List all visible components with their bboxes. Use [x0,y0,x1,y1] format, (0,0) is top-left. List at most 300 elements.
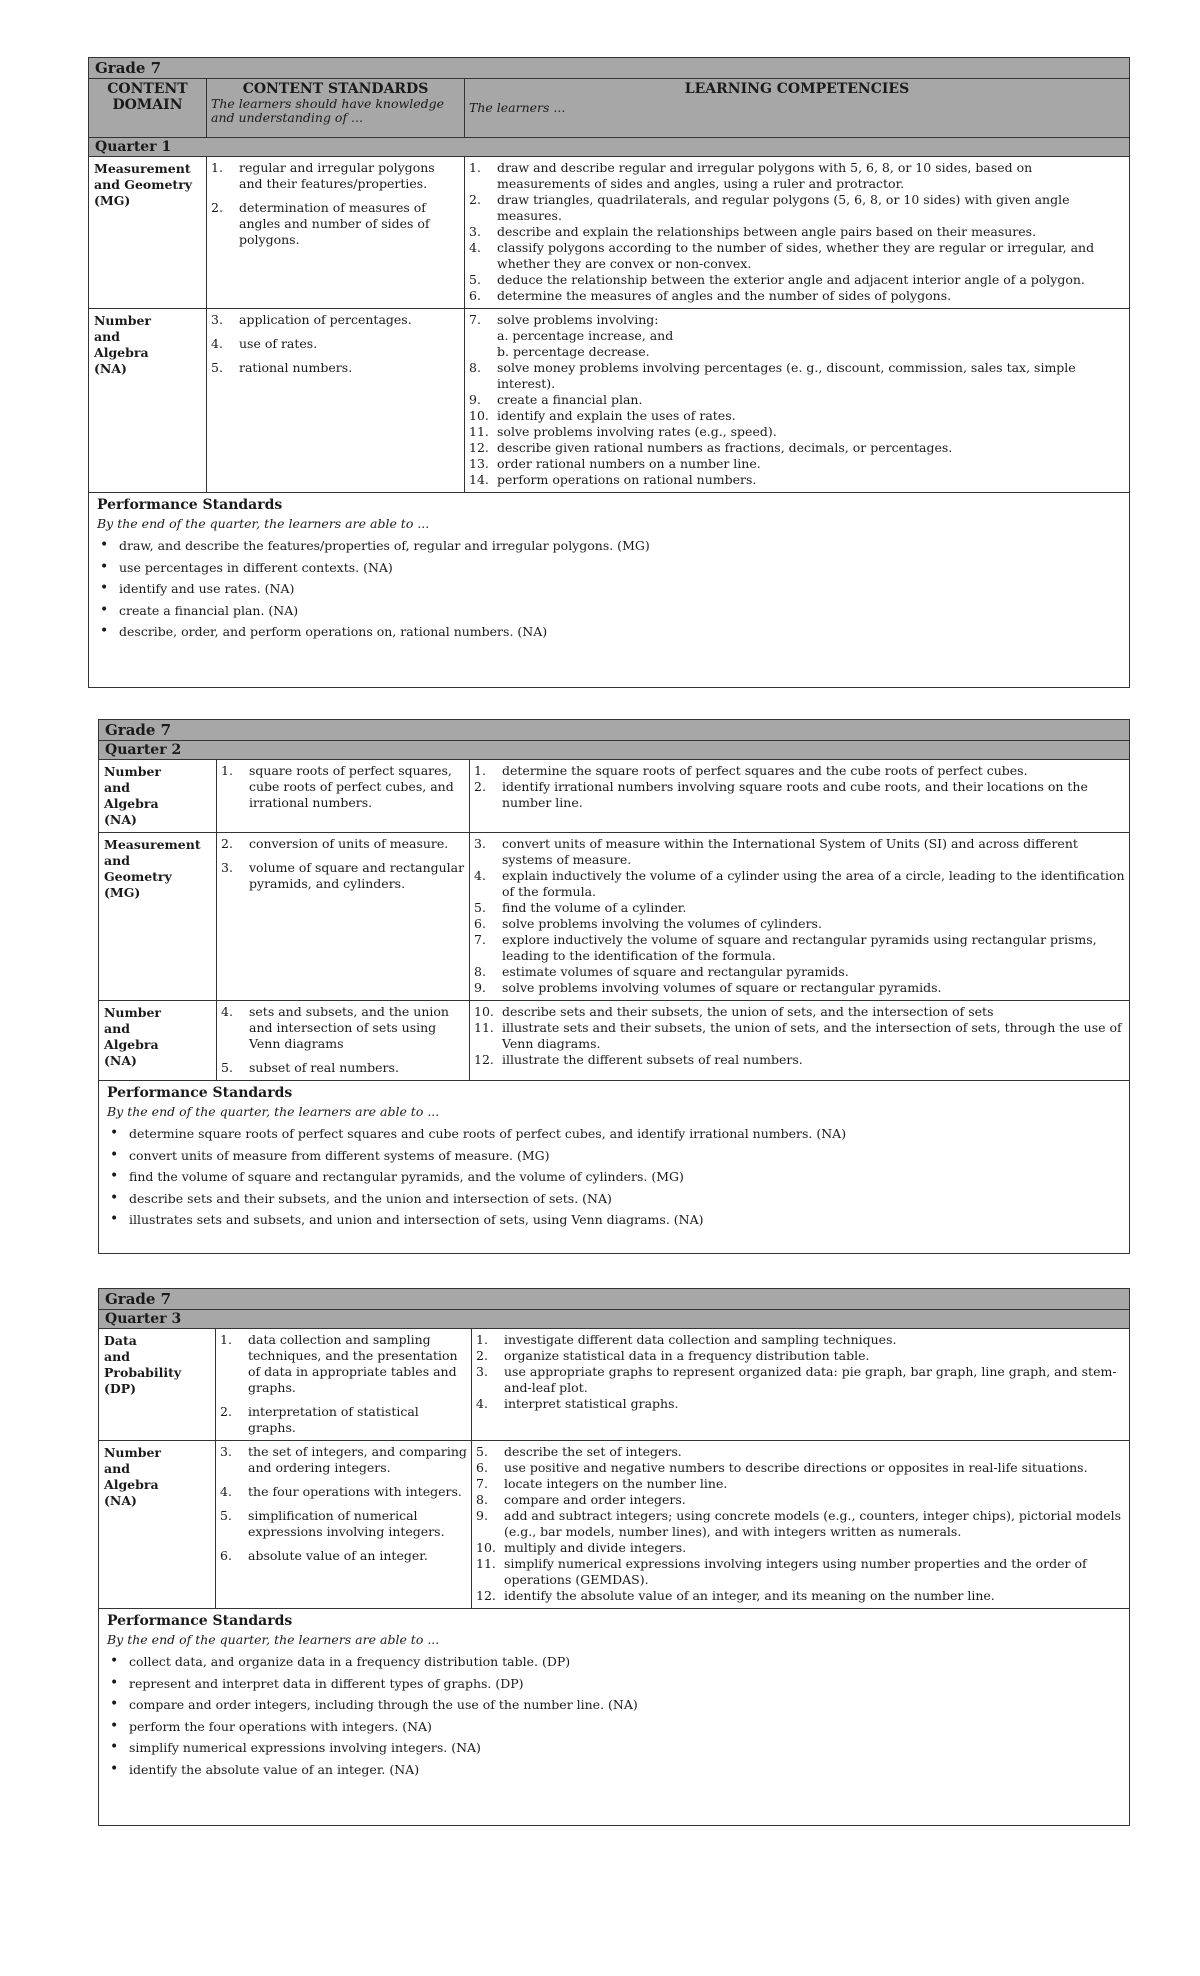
competency-item [476,1332,1125,1348]
content-domain-cell [99,1001,217,1080]
performance-item: • find the volume of square and rectangular pyramids, and the volume of cylinders. (MG) [107,1166,1121,1188]
item-text: data collection and sampling techniques, and the presentation of data in appropriate tables and graphs. [248,1332,458,1395]
item-number: 7. [469,312,481,327]
performance-list [97,535,1121,643]
item-number: 2. [221,836,233,851]
competency-text: illustrate sets and their subsets, the union of sets, and the intersection of sets, through the use of Venn diagrams. [502,1020,1122,1051]
standard-item [221,836,465,852]
item-number: 3. [474,836,486,851]
competency-item [474,1004,1125,1020]
item-text: use of rates. [239,336,318,351]
item-number: 10. [469,408,489,423]
competency-text: describe sets and their subsets, the union of sets, and the intersection of sets [502,1004,994,1019]
item-text [502,900,1125,916]
standard-item [211,312,460,328]
domain-line: and [104,853,130,868]
learning-competencies-cell [470,760,1129,832]
competency-item [476,1444,1125,1460]
item-number: 14. [469,472,489,487]
competency-item [474,900,1125,916]
item-number: 5. [221,1060,233,1075]
competency-text: convert units of measure within the International System of Units (SI) and across different systems of measure. [502,836,1078,867]
competency-text: solve problems involving rates (e.g., speed). [497,424,777,439]
item-number: 5. [211,360,223,375]
item-text [497,192,1125,224]
content-standards-header: CONTENT STANDARDS The learners should have knowledge and understanding of ... [207,79,465,137]
item-text: determination of measures of angles and number of sides of polygons. [239,200,430,247]
competency-text: perform operations on rational numbers. [497,472,757,487]
item-text: sets and subsets, and the union and intersection of sets using Venn diagrams [249,1004,449,1051]
item-number: 4. [221,1004,233,1019]
competency-item [469,312,1125,360]
domain-line: and [104,1021,130,1036]
competency-text: solve money problems involving percentages (e. g., discount, commission, sales tax, simple interest). [497,360,1076,391]
item-number: 1. [476,1332,488,1347]
table-row [99,1329,1129,1441]
quarter-label: Quarter 1 [89,138,1129,157]
item-number: 11. [469,424,489,439]
standard-item [221,860,465,892]
item-number: 6. [474,916,486,931]
item-text [497,408,1125,424]
item-text [504,1556,1125,1588]
competency-text: use appropriate graphs to represent organized data: pie graph, bar graph, line graph, and stem-and-leaf plot. [504,1364,1117,1395]
item-number: 3. [220,1444,232,1459]
competency-item [476,1396,1125,1412]
competency-item [476,1556,1125,1588]
domain-line: and [104,780,130,795]
domain-line: (NA) [104,1053,137,1068]
item-number: 3. [476,1364,488,1379]
domain-line: Number [94,313,152,328]
competency-item [474,980,1125,996]
performance-item: • draw, and describe the features/properties of, regular and irregular polygons. (MG) [97,535,1121,557]
item-number: 3. [211,312,223,327]
performance-standards [99,1609,1129,1784]
item-number: 1. [221,763,233,778]
table-row [89,309,1129,493]
item-text [502,763,1125,779]
item-text [504,1364,1125,1396]
competency-item [476,1348,1125,1364]
competency-text: multiply and divide integers. [504,1540,687,1555]
item-text [497,456,1125,472]
item-text [497,424,1125,440]
item-number: 13. [469,456,489,471]
standard-item [220,1508,467,1540]
item-text: simplification of numerical expressions involving integers. [248,1508,445,1539]
performance-item: • simplify numerical expressions involving integers. (NA) [107,1737,1121,1759]
performance-list [107,1651,1121,1780]
competency-item [476,1508,1125,1540]
learning-competencies-cell [465,157,1129,308]
competency-item [469,240,1125,272]
item-number: 11. [476,1556,496,1571]
performance-item: • use percentages in different contexts. (NA) [97,557,1121,579]
competency-text: organize statistical data in a frequency distribution table. [504,1348,870,1363]
competency-item [469,272,1125,288]
standard-item [220,1404,467,1436]
competency-item [469,456,1125,472]
competency-item [469,192,1125,224]
competency-item [469,160,1125,192]
content-standards-cell [217,833,470,1000]
competency-item [476,1460,1125,1476]
performance-item: • determine square roots of perfect squares and cube roots of perfect cubes, and identify irrational numbers. (NA) [107,1123,1121,1145]
competency-text: investigate different data collection and sampling techniques. [504,1332,897,1347]
competency-text: illustrate the different subsets of real numbers. [502,1052,803,1067]
competency-text: identify irrational numbers involving square roots and cube roots, and their locations on the number line. [502,779,1088,810]
content-standards-cell [216,1441,472,1608]
item-number: 4. [469,240,481,255]
performance-title: Performance Standards [107,1085,293,1101]
domain-line: Algebra [104,1037,159,1052]
item-text [497,312,1125,360]
item-text [497,440,1125,456]
item-text [504,1396,1125,1412]
item-text [504,1348,1125,1364]
item-text [497,360,1125,392]
competency-text: draw triangles, quadrilaterals, and regular polygons (5, 6, 8, or 10 sides) with given angle measures. [497,192,1070,223]
learning-competencies-header: LEARNING COMPETENCIES The learners ... [469,81,910,115]
content-domain-cell [99,833,217,1000]
competency-item [476,1540,1125,1556]
item-number: 9. [474,980,486,995]
grade-label: Grade 7 [99,1289,1129,1310]
competency-text: interpret statistical graphs. [504,1396,679,1411]
content-domain-cell [99,1441,216,1608]
item-number: 7. [476,1476,488,1491]
learning-competencies-cell [470,1001,1129,1080]
content-domain-cell [99,760,217,832]
performance-item: • collect data, and organize data in a frequency distribution table. (DP) [107,1651,1121,1673]
competency-text: determine the measures of angles and the number of sides of polygons. [497,288,952,303]
item-number: 2. [476,1348,488,1363]
competency-text: find the volume of a cylinder. [502,900,687,915]
competency-text: add and subtract integers; using concrete models (e.g., counters, integer chips), pictorial models (e.g., bar models, number lines), and with integers written as numerals. [504,1508,1122,1539]
competency-text: deduce the relationship between the exterior angle and adjacent interior angle of a polygon. [497,272,1085,287]
standard-item [221,763,465,811]
standard-item [220,1548,467,1564]
item-text: rational numbers. [239,360,353,375]
content-domain-header: CONTENT DOMAIN [89,79,207,137]
item-text [497,288,1125,304]
item-text: interpretation of statistical graphs. [248,1404,419,1435]
item-number: 8. [474,964,486,979]
domain-line: Algebra [104,796,159,811]
grade-label: Grade 7 [89,58,1129,79]
standard-item [221,1060,465,1076]
item-number: 9. [476,1508,488,1523]
table-row [99,1441,1129,1609]
item-text [502,1004,1125,1020]
competency-text: locate integers on the number line. [504,1476,728,1491]
domain-line: Measurement [104,837,201,852]
item-number: 7. [474,932,486,947]
item-text: regular and irregular polygons and their features/properties. [239,160,435,191]
performance-item: • convert units of measure from different systems of measure. (MG) [107,1145,1121,1167]
competency-item [476,1492,1125,1508]
learning-competencies-cell [472,1329,1129,1440]
domain-line: Number [104,764,162,779]
competency-text: simplify numerical expressions involving integers using number properties and the order of operations (GEMDAS). [504,1556,1087,1587]
performance-item: • represent and interpret data in different types of graphs. (DP) [107,1673,1121,1695]
item-text: square roots of perfect squares, cube roots of perfect cubes, and irrational numbers. [249,763,454,810]
item-text [504,1460,1125,1476]
standard-item [211,360,460,376]
competency-item [474,1052,1125,1068]
competency-text: solve problems involving the volumes of cylinders. [502,916,822,931]
item-number: 8. [469,360,481,375]
content-domain-cell [89,309,207,492]
item-number: 3. [221,860,233,875]
domain-line: (NA) [104,1493,137,1508]
item-text [502,980,1125,996]
competency-text: identify and explain the uses of rates. [497,408,736,423]
item-text: volume of square and rectangular pyramids, and cylinders. [249,860,465,891]
domain-line: (NA) [104,812,137,827]
domain-line: Data [104,1333,137,1348]
item-number: 9. [469,392,481,407]
table-body [89,157,1129,493]
performance-item: • describe sets and their subsets, and the union and intersection of sets. (NA) [107,1188,1121,1210]
competency-item [474,932,1125,964]
performance-item: • illustrates sets and subsets, and union and intersection of sets, using Venn diagrams. (NA) [107,1209,1121,1231]
table-row [99,833,1129,1001]
item-number: 2. [220,1404,232,1419]
competency-item [476,1476,1125,1492]
performance-standards [99,1081,1129,1235]
competency-text: classify polygons according to the number of sides, whether they are regular or irregular, and whether they are convex or non-convex. [497,240,1095,271]
item-text [504,1588,1125,1604]
standard-item [211,336,460,352]
domain-line: and [94,329,120,344]
item-number: 6. [469,288,481,303]
item-number: 5. [469,272,481,287]
item-number: 5. [220,1508,232,1523]
table-row [99,760,1129,833]
item-number: 12. [476,1588,496,1603]
content-standards-cell [217,1001,470,1080]
domain-line: Algebra [94,345,149,360]
competency-item [474,836,1125,868]
performance-item: • compare and order integers, including through the use of the number line. (NA) [107,1694,1121,1716]
item-text [497,272,1125,288]
standard-item [221,1004,465,1052]
competency-item [469,288,1125,304]
domain-line: Number [104,1445,162,1460]
column-header [89,79,1129,138]
performance-title: Performance Standards [107,1613,293,1629]
content-standards-cell [217,760,470,832]
performance-intro: By the end of the quarter, the learners are able to ... [97,516,430,531]
competency-item [469,472,1125,488]
competency-item [476,1364,1125,1396]
content-standards-cell [216,1329,472,1440]
content-domain-cell [89,157,207,308]
domain-line: Algebra [104,1477,159,1492]
item-number: 6. [476,1460,488,1475]
performance-item: • identify the absolute value of an integer. (NA) [107,1759,1121,1781]
domain-line: and Geometry [94,177,193,192]
table-row [99,1001,1129,1081]
competency-item [474,868,1125,900]
item-number: 4. [476,1396,488,1411]
item-number: 2. [469,192,481,207]
quarter-1-table [88,57,1130,688]
domain-line: Probability [104,1365,182,1380]
table-body [99,1329,1129,1609]
item-text [502,1020,1125,1052]
competency-item [469,408,1125,424]
competency-text: identify the absolute value of an integer, and its meaning on the number line. [504,1588,995,1603]
learning-competencies-cell [465,309,1129,492]
performance-item: • perform the four operations with integers. (NA) [107,1716,1121,1738]
competency-text: order rational numbers on a number line. [497,456,761,471]
competency-text: solve problems involving: [497,312,659,327]
item-text [502,1052,1125,1068]
domain-line: Geometry [104,869,172,884]
item-text: the four operations with integers. [248,1484,462,1499]
performance-item: • describe, order, and perform operations on, rational numbers. (NA) [97,621,1121,643]
competency-text: estimate volumes of square and rectangular pyramids. [502,964,849,979]
standard-item [220,1332,467,1396]
performance-title: Performance Standards [97,497,283,513]
item-number: 10. [476,1540,496,1555]
quarter-label: Quarter 3 [99,1310,1129,1329]
performance-item: • create a financial plan. (NA) [97,600,1121,622]
item-number: 3. [469,224,481,239]
competency-item [469,224,1125,240]
item-text [497,392,1125,408]
item-number: 8. [476,1492,488,1507]
item-text [504,1492,1125,1508]
item-text [497,240,1125,272]
domain-line: and [104,1349,130,1364]
domain-line: (MG) [94,193,131,208]
item-number: 1. [211,160,223,175]
performance-intro: By the end of the quarter, the learners are able to ... [107,1104,440,1119]
item-text [502,868,1125,900]
item-text: conversion of units of measure. [249,836,449,851]
item-number: 4. [211,336,223,351]
domain-line: (DP) [104,1381,137,1396]
competency-item [474,763,1125,779]
competency-text: draw and describe regular and irregular polygons with 5, 6, 8, or 10 sides, based on measurements of sides and angles, using a ruler and protractor. [497,160,1033,191]
item-number: 4. [220,1484,232,1499]
item-text [502,836,1125,868]
item-text [504,1444,1125,1460]
quarter-3-table [98,1288,1130,1826]
content-domain-cell [99,1329,216,1440]
content-standards-cell [207,309,465,492]
item-text: the set of integers, and comparing and ordering integers. [248,1444,467,1475]
performance-standards [89,493,1129,647]
competency-item [469,424,1125,440]
quarter-label: Quarter 2 [99,741,1129,760]
competency-subitem: a. percentage increase, and [497,328,674,343]
item-text [497,472,1125,488]
standard-item [211,160,460,192]
competency-text: describe and explain the relationships between angle pairs based on their measures. [497,224,1037,239]
item-text: subset of real numbers. [249,1060,399,1075]
competency-text: describe given rational numbers as fractions, decimals, or percentages. [497,440,953,455]
item-text: application of percentages. [239,312,412,327]
competency-item [474,964,1125,980]
competency-subitem: b. percentage decrease. [497,344,650,359]
item-text [497,160,1125,192]
item-number: 6. [220,1548,232,1563]
item-number: 10. [474,1004,494,1019]
item-text [497,224,1125,240]
competency-text: solve problems involving volumes of square or rectangular pyramids. [502,980,942,995]
competency-text: explore inductively the volume of square and rectangular pyramids using rectangular prisms, leading to the identification of the formula. [502,932,1097,963]
competency-item [476,1588,1125,1604]
item-number: 1. [474,763,486,778]
item-text [502,916,1125,932]
item-number: 2. [474,779,486,794]
learning-competencies-cell [470,833,1129,1000]
competency-text: use positive and negative numbers to describe directions or opposites in real-life situations. [504,1460,1088,1475]
domain-line: (NA) [94,361,127,376]
domain-line: Measurement [94,161,191,176]
competency-item [469,440,1125,456]
standard-item [220,1484,467,1500]
standard-item [211,200,460,248]
competency-item [474,1020,1125,1052]
item-text [504,1540,1125,1556]
item-text [502,779,1125,811]
item-text [504,1332,1125,1348]
item-text [504,1508,1125,1540]
competency-item [469,392,1125,408]
performance-item: • identify and use rates. (NA) [97,578,1121,600]
competency-item [474,779,1125,811]
table-body [99,760,1129,1081]
competency-text: determine the square roots of perfect squares and the cube roots of perfect cubes. [502,763,1028,778]
competency-item [469,360,1125,392]
item-number: 5. [476,1444,488,1459]
competency-item [474,916,1125,932]
domain-line: and [104,1461,130,1476]
item-text: absolute value of an integer. [248,1548,428,1563]
competency-text: describe the set of integers. [504,1444,682,1459]
item-number: 12. [469,440,489,455]
item-number: 1. [469,160,481,175]
item-number: 2. [211,200,223,215]
item-number: 1. [220,1332,232,1347]
competency-text: compare and order integers. [504,1492,686,1507]
domain-line: Number [104,1005,162,1020]
content-standards-cell [207,157,465,308]
quarter-2-table [98,719,1130,1254]
learning-competencies-cell [472,1441,1129,1608]
performance-list [107,1123,1121,1231]
item-number: 4. [474,868,486,883]
table-row [89,157,1129,309]
item-number: 12. [474,1052,494,1067]
item-number: 5. [474,900,486,915]
item-number: 11. [474,1020,494,1035]
item-text [504,1476,1125,1492]
domain-line: (MG) [104,885,141,900]
item-text [502,964,1125,980]
performance-intro: By the end of the quarter, the learners are able to ... [107,1632,440,1647]
item-text [502,932,1125,964]
competency-text: create a financial plan. [497,392,643,407]
competency-text: explain inductively the volume of a cylinder using the area of a circle, leading to the identification of the formula. [502,868,1125,899]
grade-label: Grade 7 [99,720,1129,741]
